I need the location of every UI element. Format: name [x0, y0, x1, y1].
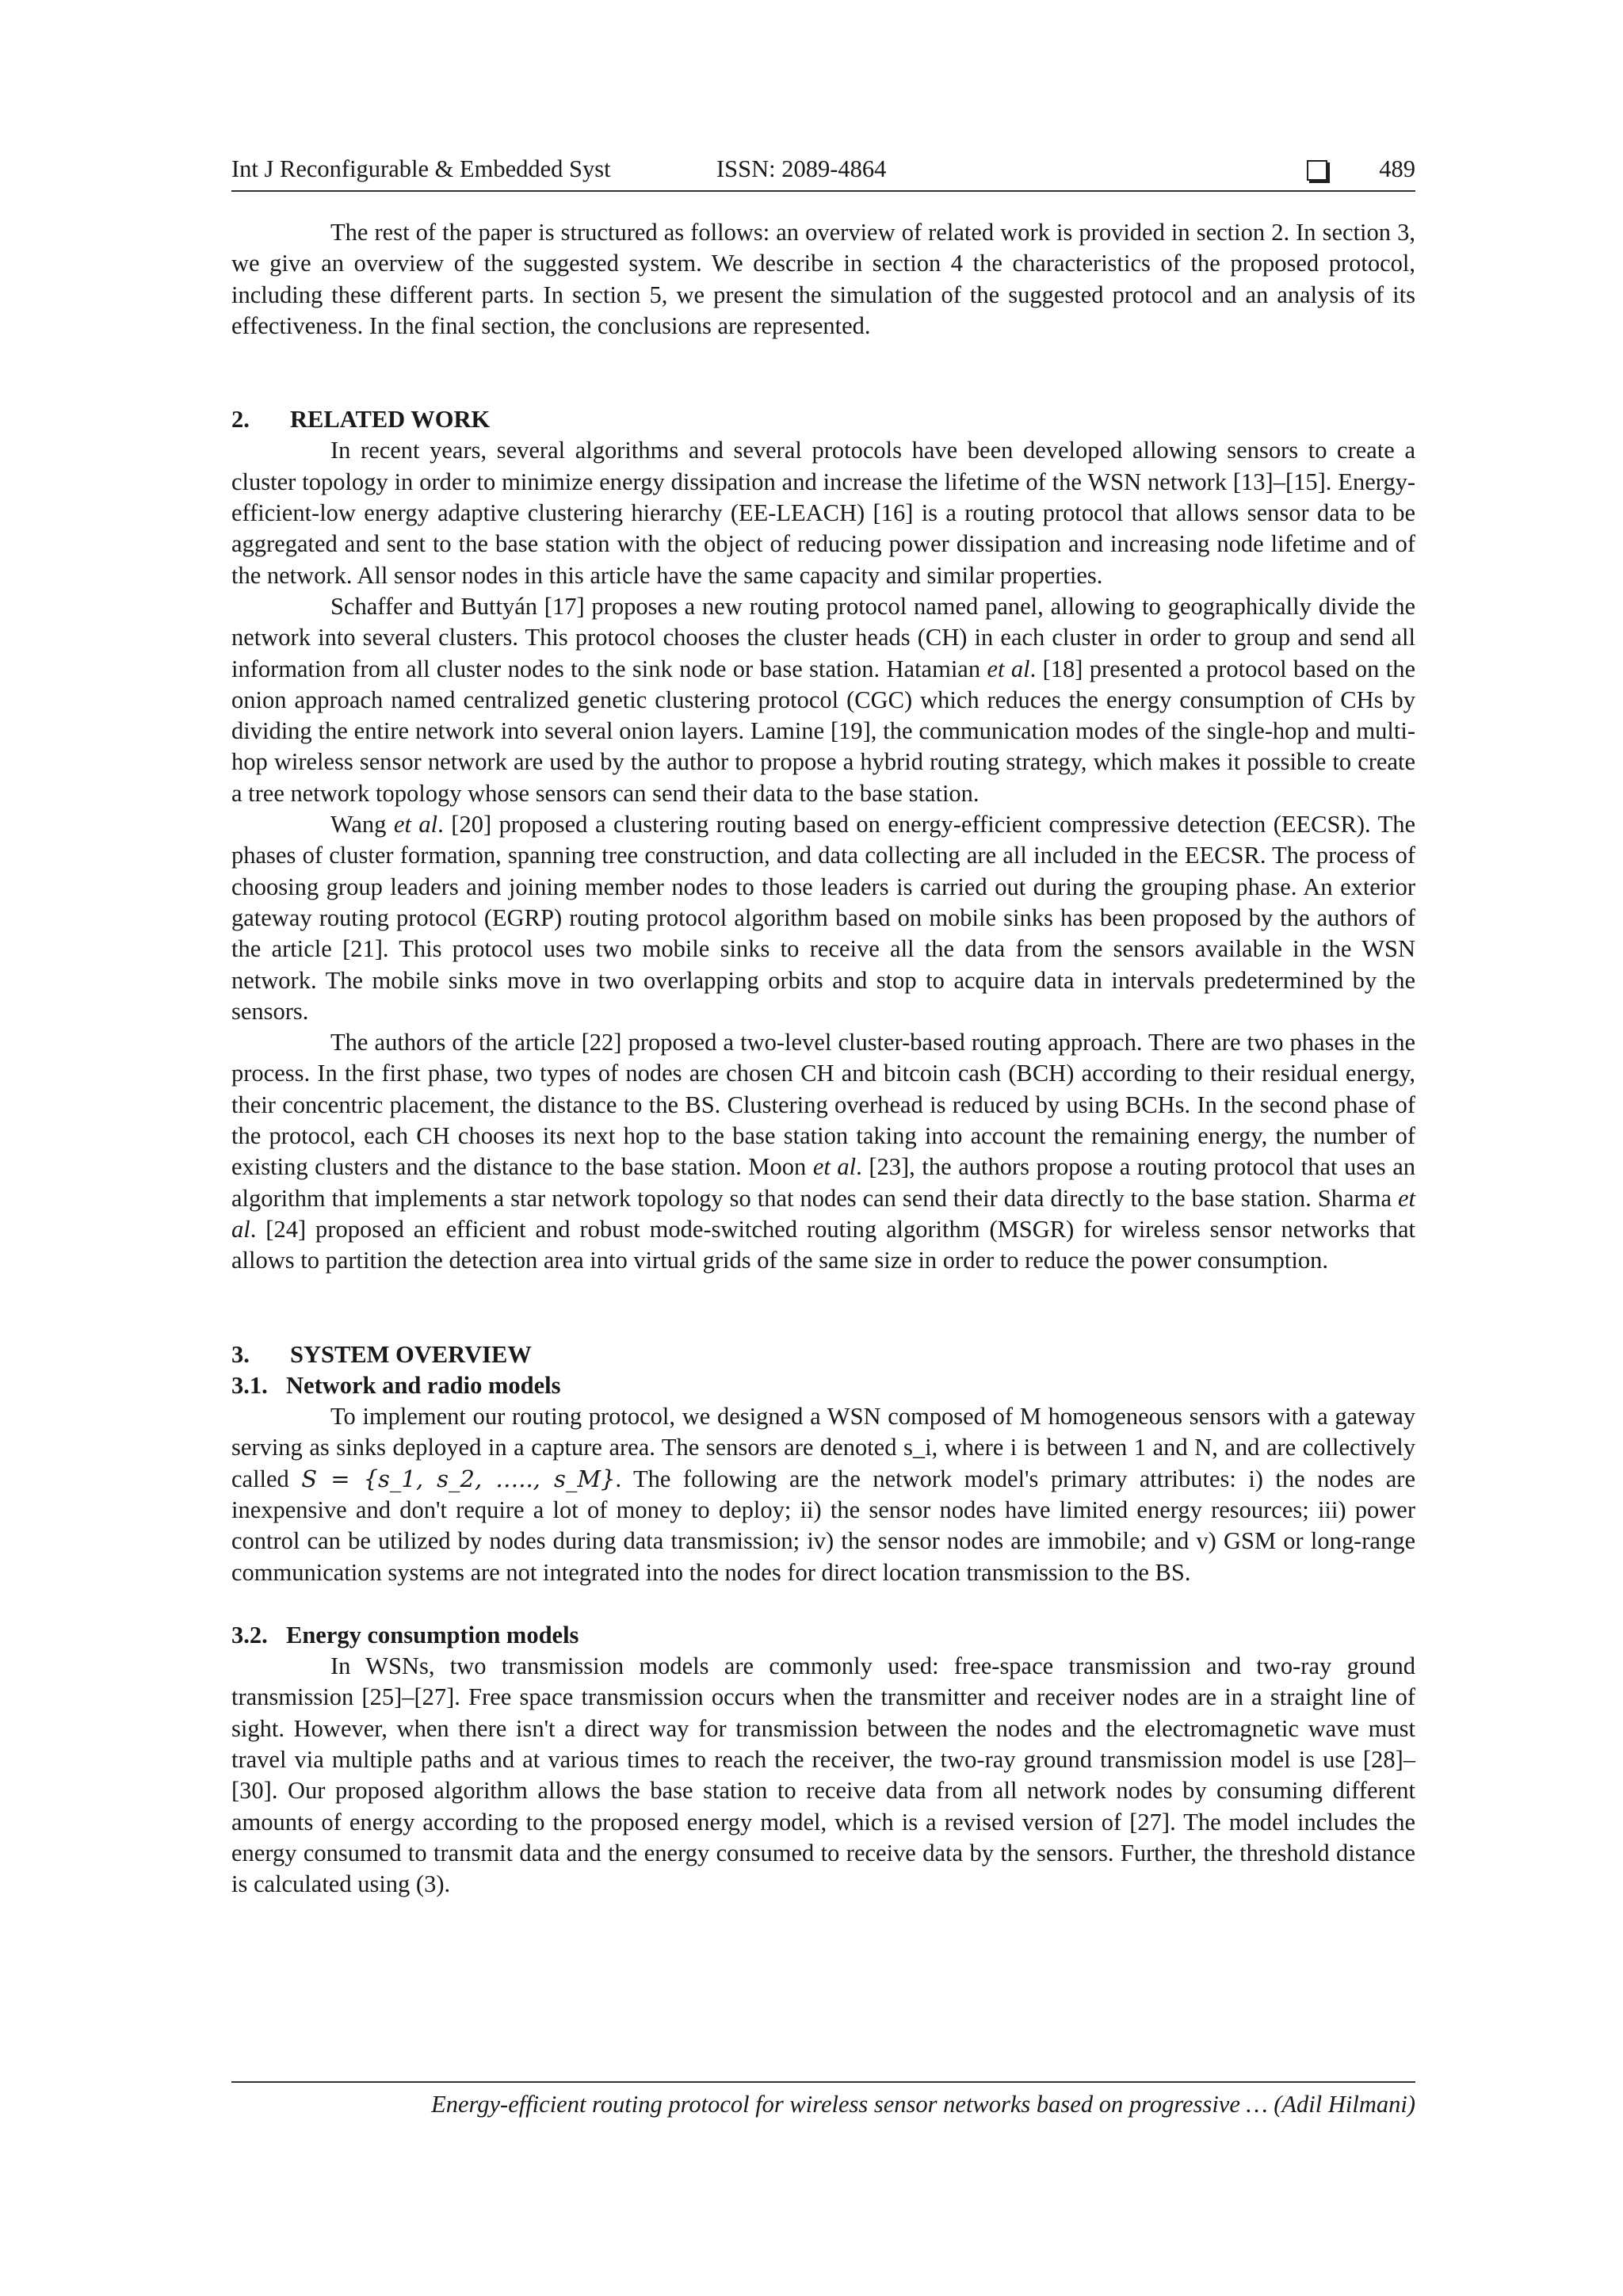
subsection-3-2-number: 3.2.	[231, 1621, 268, 1648]
section-2-title: RELATED WORK	[290, 406, 491, 434]
journal-name: Int J Reconfigurable & Embedded Syst	[231, 155, 611, 182]
section-3-number: 3.	[231, 1340, 250, 1368]
subsection-3-2-title: Energy consumption models	[286, 1621, 579, 1648]
section-3-title: SYSTEM OVERVIEW	[290, 1340, 532, 1368]
section-2-number: 2.	[231, 406, 250, 434]
sensor-set-formula: S = {s_1, s_2, ….., s_M}	[301, 1465, 616, 1492]
intro-paragraph: The rest of the paper is structured as follows: an overview of related work is provided in section 2. In section 3, we give an overview of the suggested system. We describe in section 4 the characteristics of the proposed protocol, including these different parts. In section 5, we present the simulation of the suggested protocol and an analysis of its effectiveness. In the final section, the conclusions are represented.	[231, 219, 1415, 339]
subsection-3-1-number: 3.1.	[231, 1371, 268, 1399]
issn-number: ISSN: 2089-4864	[716, 155, 887, 182]
related-work-paragraph-1: In recent years, several algorithms and several protocols have been developed allowing sensors to create a cluster topology in order to minimize energy dissipation and increase the lifetime of the WSN network [13]–[15]. Energy-efficient-low energy adaptive clustering hierarchy (EE-LEACH) [16] is a routing protocol that allows sensor data to be aggregated and sent to the base station with the object of reducing power dissipation and increasing node lifetime and of the network. All sensor nodes in this article have the same capacity and similar properties.	[231, 437, 1415, 589]
section-2-heading	[231, 404, 1415, 435]
checkbox-square-icon	[1307, 160, 1327, 181]
subsection-3-1-heading	[231, 1370, 1415, 1401]
body-text	[231, 217, 1415, 1901]
related-work-paragraph-4: The authors of the article [22] proposed a two-level cluster-based routing approach. There are two phases in the process. In the first phase, two types of nodes are chosen CH and bitcoin cash (BCH) according to their residual energy, their concentric placement, the distance to the BS. Clustering overhead is reduced by using BCHs. In the second phase of the protocol, each CH chooses its next hop to the base station taking into account the remaining energy, the number of existing clusters and the distance to the base station. Moon et al. [23], the authors propose a routing protocol that uses an algorithm that implements a star network topology so that nodes can send their data directly to the base station. Sharma et al. [24] proposed an efficient and robust mode-switched routing algorithm (MSGR) for wireless sensor networks that allows to partition the detection area into virtual grids of the same size in order to reduce the power consumption.	[231, 1029, 1415, 1274]
network-model-paragraph: To implement our routing protocol, we designed a WSN composed of M homogeneous sensors with a gateway serving as sinks deployed in a capture area. The sensors are denoted s_i, where i is between 1 and N, and are collectively called S = {s_1, s_2, ….., s_M}. The following are the network model's primary attributes: i) the nodes are inexpensive and don't require a lot of money to deploy; ii) the sensor nodes have limited energy resources; iii) power control can be utilized by nodes during data transmission; iv) the sensor nodes are immobile; and v) GSM or long-range communication systems are not integrated into the nodes for direct location transmission to the BS.	[231, 1403, 1415, 1586]
subsection-3-2-heading	[231, 1620, 1415, 1651]
subsection-3-1-title: Network and radio models	[286, 1371, 561, 1399]
page-number: 489	[1379, 155, 1415, 182]
related-work-paragraph-2: Schaffer and Buttyán [17] proposes a new routing protocol named panel, allowing to geographically divide the network into several clusters. This protocol chooses the cluster heads (CH) in each cluster in order to group and send all information from all cluster nodes to the sink node or base station. Hatamian et al. [18] presented a protocol based on the onion approach named centralized genetic clustering protocol (CGC) which reduces the energy consumption of CHs by dividing the entire network into several onion layers. Lamine [19], the communication modes of the single-hop and multi-hop wireless sensor network are used by the author to propose a hybrid routing strategy, which makes it possible to create a tree network topology whose sensors can send their data to the base station.	[231, 592, 1415, 807]
running-footer: Energy-efficient routing protocol for wireless sensor networks based on progressive … (Adil Hilmani)	[231, 2081, 1415, 2118]
energy-model-paragraph: In WSNs, two transmission models are commonly used: free-space transmission and two-ray ground transmission [25]–[27]. Free space transmission occurs when the transmitter and receiver nodes are in a straight line of sight. However, when there isn't a direct way for transmission between the nodes and the electromagnetic wave must travel via multiple paths and at various times to reach the receiver, the two-ray ground transmission model is use [28]–[30]. Our proposed algorithm allows the base station to receive data from all network nodes by consuming different amounts of energy according to the proposed energy model, which is a revised version of [27]. The model includes the energy consumed to transmit data and the energy consumed to receive data by the sensors. Further, the threshold distance is calculated using (3).	[231, 1652, 1415, 1898]
section-3-heading	[231, 1339, 1415, 1370]
running-header	[231, 155, 1415, 192]
related-work-paragraph-3: Wang et al. [20] proposed a clustering routing based on energy-efficient compressive detection (EECSR). The phases of cluster formation, spanning tree construction, and data collecting are all included in the EECSR. The process of choosing group leaders and joining member nodes to those leaders is carried out during the grouping phase. An exterior gateway routing protocol (EGRP) routing protocol algorithm based on mobile sinks has been proposed by the authors of the article [21]. This protocol uses two mobile sinks to receive all the data from the sensors available in the WSN network. The mobile sinks move in two overlapping orbits and stop to acquire data in intervals predetermined by the sensors.	[231, 811, 1415, 1025]
